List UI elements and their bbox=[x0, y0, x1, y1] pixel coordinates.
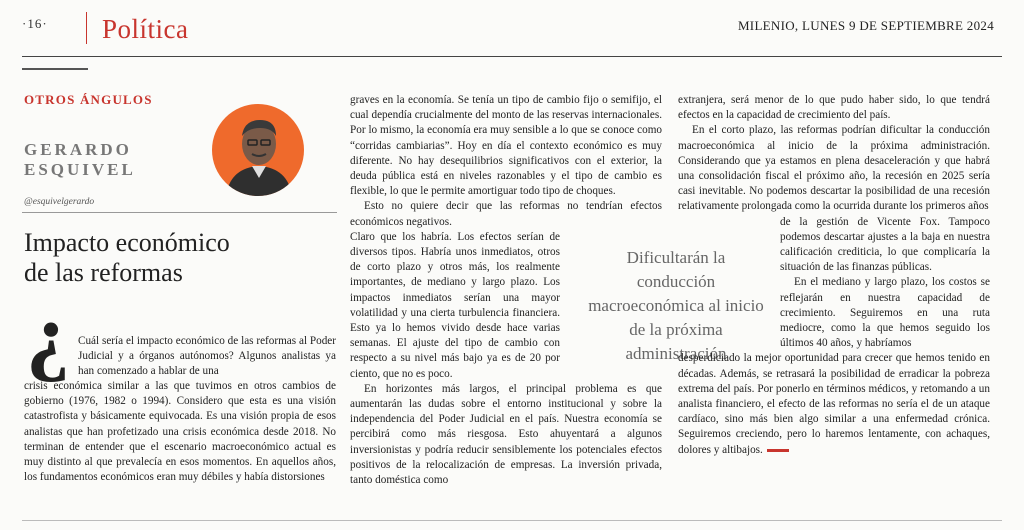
body-paragraph: Esto no quiere decir que las reformas no tendrían efectos económicos negativos. bbox=[350, 200, 662, 228]
pull-quote: Dificultarán la conducción macroeconómica al inicio de la próxima administración bbox=[588, 248, 764, 363]
column-tag: OTROS ÁNGULOS bbox=[24, 92, 153, 107]
column-rule bbox=[22, 68, 88, 70]
header-divider bbox=[86, 12, 87, 44]
header-rule bbox=[22, 56, 1002, 57]
author-rule bbox=[22, 212, 337, 213]
author-handle: @esquivelgerardo bbox=[24, 197, 95, 207]
body-paragraph: Claro que los habría. Los efectos serían de diversos tipos. Habría unos inmediatos, otros de corto plazo y otros más, los realmente importantes, de mediano y largo plazo. Los impactos inmediatos serían una mayor volatilidad y una cierta turbulencia financiera. Esto ya lo hemos vivido desde hace varias semanas. El ajuste del tipo de cambio con respecto a su nivel más bajo ya es de 20 por ciento, que no es poco. bbox=[350, 230, 560, 380]
author-first-name: GERARDO bbox=[24, 140, 132, 159]
body-paragraph: En el mediano y largo plazo, los costos se reflejarán en nuestra capacidad de crecimiento. Seguiremos en una ruta mediocre, como la que hemos seguido los últimos 40 años, y habríamos bbox=[780, 276, 990, 350]
body-paragraph bbox=[678, 351, 990, 457]
author-name bbox=[24, 140, 136, 180]
body-paragraph: graves en la economía. Se tenía un tipo de cambio fijo o semifijo, el cual dependía crucialmente del monto de las reservas internacionales. Por lo mismo, la economía era muy sensible a lo que se conoce como “corridas cambiarias”. Hoy en día el contexto económico es muy diferente. No hay desequilibrios significativos con el exterior, la deuda pública está en niveles razonables y el tipo de cambio es flexible, lo que le permite amortiguar todo tipo de choques. bbox=[350, 94, 662, 198]
author-photo bbox=[212, 104, 304, 196]
dateline: MILENIO, LUNES 9 DE SEPTIEMBRE 2024 bbox=[737, 18, 994, 33]
section-title: Política bbox=[102, 14, 189, 44]
column-1-lead bbox=[78, 334, 336, 380]
lead-paragraph: Cuál sería el impacto económico de las reformas al Poder Judicial y a órganos autónomos? Algunos analistas ya han comenzado a hablar de una bbox=[78, 335, 336, 378]
body-paragraph: extranjera, será menor de lo que pudo haber sido, lo que tendrá efectos en la capacidad de crecimiento del país. bbox=[678, 94, 990, 122]
author-last-name: ESQUIVEL bbox=[24, 160, 136, 179]
headline-line-2: de las reformas bbox=[24, 258, 183, 287]
body-paragraph: En horizontes más largos, el principal problema es que aumentarán las dudas sobre el entorno institucional y sobre la independencia del Poder Judicial en el país. Nuestra economía se percibirá como más riesgosa. Esto ahuyentará a algunos inversionistas y podría reducir sensiblemente los potenciales efectos positivos de la relocalización de empresas. La inversión privada, tanto doméstica como bbox=[350, 382, 662, 487]
closing-text: desperdiciado la mejor oportunidad para crecer que hemos tenido en décadas. Además, se retrasará la posibilidad de erradicar la pobreza extrema del país. Por ponerlo en términos médicos, y retomando a un analista financiero, el efecto de las reformas no sería el de un ataque cardíaco, sino más bien algo similar a una enfermedad crónica. Seguiremos creciendo, pero lo haremos lentamente, con achaques, dolores y altibajos. bbox=[678, 352, 990, 456]
body-paragraph: En el corto plazo, las reformas podrían dificultar la conducción macroeconómica al inicio de la próxima administración. Considerando que ya estamos en plena desaceleración y que habrá una consolidación fiscal el próximo año, la recesión en 2025 sería casi inevitable. No podemos descartar la posibilidad de una recesión relativamente prolongada como la ocurrida durante los primeros años bbox=[678, 124, 990, 213]
narrow-text-block bbox=[678, 215, 990, 352]
body-paragraph: de la gestión de Vicente Fox. Tampoco podemos descartar ajustes a la baja en nuestra calificación crediticia, lo que complicaría la situación de las finanzas públicas. bbox=[780, 215, 990, 274]
footer-rule bbox=[22, 520, 1002, 521]
drop-cap: ¿ bbox=[26, 287, 70, 384]
headline-line-1: Impacto económico bbox=[24, 228, 230, 257]
portrait-icon bbox=[212, 104, 304, 196]
end-mark bbox=[767, 449, 789, 452]
headline bbox=[24, 228, 334, 288]
column-1-body bbox=[24, 379, 336, 485]
column-3 bbox=[678, 93, 990, 458]
body-paragraph: crisis económica similar a las que tuvimos en otros cambios de gobierno (1976, 1982 o 1994). Considero que esta es una visión catastrofista y básicamente equivocada. Es una visión propia de esos analistas que han profetizado una crisis económica desde 2018. No terminan de entender que el escenario macroeconómico actual es muy distinto al que prevalecía en esos momentos. En aquellos años, los fundamentos económicos eran muy débiles y había distorsiones bbox=[24, 380, 336, 484]
page-number: ·16· bbox=[22, 16, 48, 31]
